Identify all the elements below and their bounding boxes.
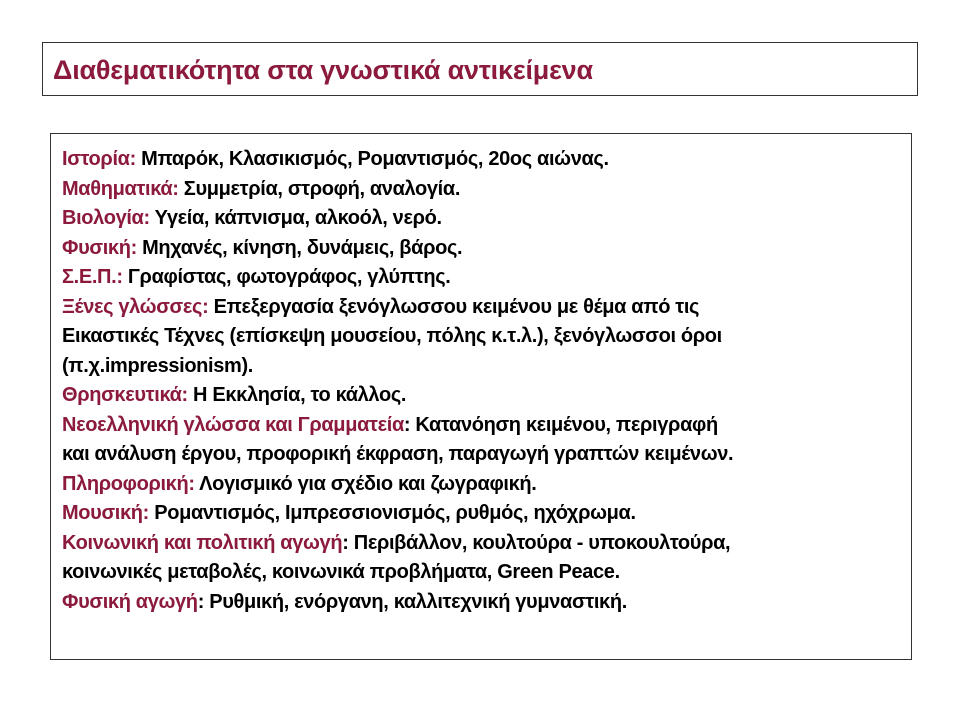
subject-label: Φυσική αγωγή — [62, 590, 198, 613]
subject-description: Υγεία, κάπνισμα, αλκοόλ, νερό. — [149, 207, 442, 229]
subject-description: : Ρυθμική, ενόργανη, καλλιτεχνική γυμναστική. — [197, 590, 627, 613]
subject-label: Ιστορία: — [62, 148, 136, 170]
subject-description: Γραφίστας, φωτογράφος, γλύπτης. — [122, 266, 451, 288]
subject-label: Βιολογία: — [62, 207, 150, 229]
subject-label: Σ.Ε.Π.: — [62, 266, 123, 288]
subject-label: Φυσική: — [62, 236, 137, 259]
subject-description: Η Εκκλησία, το κάλλος. — [187, 384, 407, 406]
slide-title: Διαθεματικότητα στα γνωστικά αντικείμενα — [53, 55, 593, 85]
subject-description: Μηχανές, κίνηση, δυνάμεις, βάρος. — [136, 236, 463, 259]
content-lines — [62, 145, 905, 617]
subject-label: Μουσική: — [62, 502, 149, 524]
subject-label: Μαθηματικά: — [62, 177, 179, 200]
subject-description: και ανάλυση έργου, προφορική έκφραση, παραγωγή γραπτών κειμένων. — [62, 443, 734, 465]
subject-description: : Κατανόηση κειμένου, περιγραφή — [403, 413, 718, 436]
content-line — [62, 204, 905, 234]
subject-label: Νεοελληνική γλώσσα και Γραμματεία — [62, 413, 404, 436]
content-line — [62, 381, 905, 411]
content-line — [62, 588, 905, 618]
content-line — [62, 293, 905, 323]
subject-description: Εικαστικές Τέχνες (επίσκεψη μουσείου, πόλης κ.τ.λ.), ξενόγλωσσοι όροι — [62, 325, 722, 347]
subject-description: Λογισμικό για σχέδιο και ζωγραφική. — [194, 472, 537, 495]
content-line — [62, 529, 905, 559]
subject-label: Ξένες γλώσσες: — [62, 295, 209, 318]
content-line — [62, 263, 905, 293]
subject-label: Κοινωνική και πολιτική αγωγή — [62, 531, 343, 554]
content-line — [62, 411, 905, 441]
subject-description: κοινωνικές μεταβολές, κοινωνικά προβλήματα, Green Peace. — [62, 561, 620, 583]
content-line — [62, 234, 905, 264]
content-box — [50, 133, 912, 660]
title-box — [42, 42, 918, 96]
subject-description: Συμμετρία, στροφή, αναλογία. — [178, 177, 461, 200]
content-line — [62, 322, 905, 352]
subject-description: : Περιβάλλον, κουλτούρα - υποκουλτούρα, — [342, 531, 731, 554]
subject-label: Θρησκευτικά: — [62, 384, 188, 406]
content-line — [62, 470, 905, 500]
content-line — [62, 440, 905, 470]
subject-description: Ρομαντισμός, Ιμπρεσσιονισμός, ρυθμός, ηχόχρωμα. — [149, 502, 636, 524]
subject-description: Μπαρόκ, Κλασικισμός, Ρομαντισμός, 20ος αιώνας. — [135, 148, 609, 170]
content-line — [62, 145, 905, 175]
content-line — [62, 352, 905, 382]
content-line — [62, 558, 905, 588]
subject-description: Επεξεργασία ξενόγλωσσου κειμένου με θέμα από τις — [208, 295, 700, 318]
content-line — [62, 175, 905, 205]
subject-description: (π.χ.impressionism). — [62, 354, 253, 377]
subject-label: Πληροφορική: — [62, 472, 195, 495]
content-line — [62, 499, 905, 529]
